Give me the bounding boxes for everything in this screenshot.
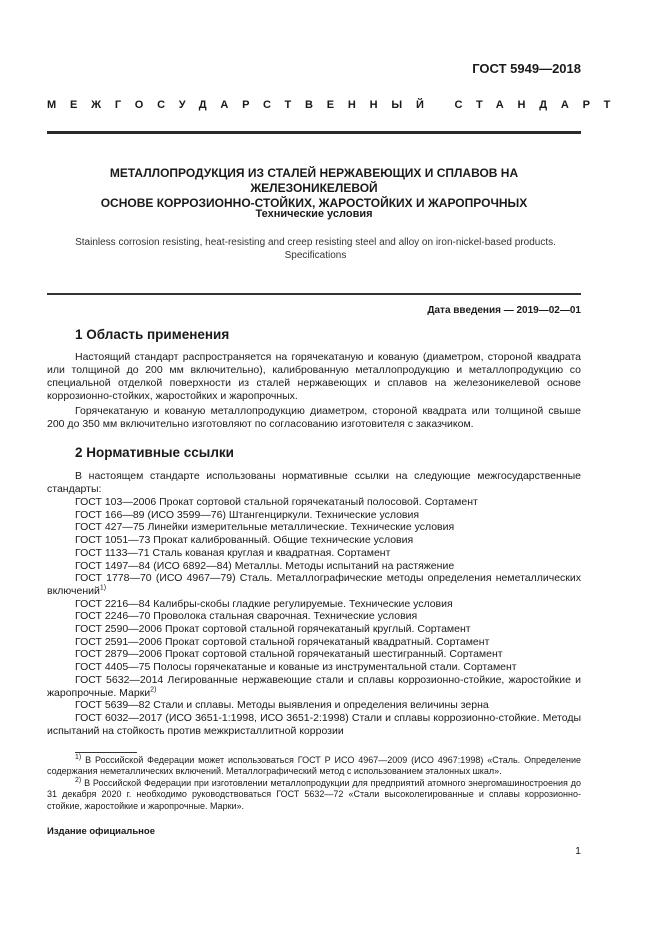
- reference-item: ГОСТ 103—2006 Прокат сортовой стальной горячекатаный полосовой. Сортамент: [75, 496, 478, 508]
- section-1-heading: 1 Область применения: [75, 327, 230, 342]
- section-1-paragraph-2: Горячекатаную и кованую металлопродукцию диаметром, стороной квадрата или толщиной свыше 200 до 350 мм включительно изготовляют по согласованию изготовителя с заказчиком.: [47, 405, 581, 430]
- reference-text: ГОСТ 5632—2014 Легированные нержавеющие стали и сплавы коррозионно-стойкие, жаростойкие и жаропрочные. Марки: [47, 673, 581, 699]
- section-2-heading: 2 Нормативные ссылки: [75, 445, 234, 460]
- footnote-text: В Российской Федерации при изготовлении металлопродукции для предприятий атомного энергомашиностроения до 31 декабря 2020 г. необходимо руководствоваться ГОСТ 5632—72 «Стали высоколегированные и сплавы коррозионно-стойкие, жаростойкие и жаропрочные. Марки».: [47, 777, 581, 811]
- reference-item: ГОСТ 427—75 Линейки измерительные металлические. Технические условия: [75, 521, 455, 534]
- section-1-paragraph-1: Настоящий стандарт распространяется на горячекатаную и кованую (диаметром, стороной квадрата или толщиной до 200 мм включительно), калиброванную металлопродукцию и металлопродукцию со специальной отделкой поверхности из сталей нержавеющих и сплавов на железоникелевой основе коррозионно-стойких, жаростойких и жаропрочных.: [47, 351, 581, 402]
- footnotes: [47, 755, 581, 812]
- footnote-mark: 2): [75, 776, 82, 784]
- footnote: [47, 755, 581, 778]
- reference-text: ГОСТ 1778—70 (ИСО 4967—79) Сталь. Металлографические методы определения неметаллических включений: [47, 572, 581, 597]
- footnote-marker: 1): [99, 584, 107, 592]
- footnote: [47, 778, 581, 812]
- reference-item: ГОСТ 2216—84 Калибры-скобы гладкие регулируемые. Технические условия: [75, 597, 453, 610]
- footnote-marker: 2): [150, 686, 157, 694]
- standard-code: ГОСТ 5949—2018: [472, 61, 581, 76]
- references-list: [47, 496, 581, 737]
- footnote-text: В Российской Федерации может использоваться ГОСТ Р ИСО 4967—2009 (ИСО 4967:1998) «Сталь. Определение содержания неметаллических включений. Металлографический метод с использованием эталонных шкал».: [47, 755, 581, 777]
- reference-item: [47, 674, 581, 699]
- reference-item: ГОСТ 2246—70 Проволока стальная сварочная. Технические условия: [75, 610, 418, 623]
- official-edition-label: Издание официальное: [47, 826, 155, 837]
- reference-item: ГОСТ 2879—2006 Прокат сортовой стальной горячекатаный шестигранный. Сортамент: [75, 648, 503, 661]
- document-title: [47, 166, 581, 211]
- section-2-intro: В настоящем стандарте использованы нормативные ссылки на следующие межгосударственные стандарты:: [47, 470, 581, 495]
- reference-item: ГОСТ 5639—82 Стали и сплавы. Методы выявления и определения величины зерна: [75, 699, 489, 712]
- footnote-mark: 1): [75, 754, 82, 761]
- reference-item: [47, 572, 581, 597]
- reference-item: ГОСТ 4405—75 Полосы горячекатаные и кованые из инструментальной стали. Сортамент: [75, 661, 517, 674]
- title-line-1: МЕТАЛЛОПРОДУКЦИЯ ИЗ СТАЛЕЙ НЕРЖАВЕЮЩИХ И СПЛАВОВ НА ЖЕЛЕЗОНИКЕЛЕВОЙ: [109, 166, 519, 195]
- introduction-date: Дата введения — 2019—02—01: [427, 305, 581, 316]
- reference-item: ГОСТ 1497—84 (ИСО 6892—84) Металлы. Методы испытаний на растяжение: [75, 559, 455, 572]
- english-title: Stainless corrosion resisting, heat-resisting and creep resisting steel and alloy on iron-nickel-based products. Specifications: [75, 237, 556, 261]
- reference-item: ГОСТ 1133—71 Сталь кованая круглая и квадратная. Сортамент: [75, 546, 391, 559]
- reference-item: ГОСТ 2590—2006 Прокат сортовой стальной горячекатаный круглый. Сортамент: [75, 623, 471, 636]
- page-number: 1: [575, 845, 581, 857]
- reference-item: ГОСТ 166—89 (ИСО 3599—76) Штангенциркули. Технические условия: [75, 508, 420, 521]
- document-subtitle: Технические условия: [255, 208, 373, 220]
- title-rule: [47, 293, 581, 295]
- header-rule: [47, 131, 581, 134]
- title-line-2: ОСНОВЕ КОРРОЗИОННО-СТОЙКИХ, ЖАРОСТОЙКИХ И ЖАРОПРОЧНЫХ: [100, 196, 528, 210]
- standard-banner: МЕЖГОСУДАРСТВЕННЫЙ СТАНДАРТ: [47, 99, 625, 111]
- reference-item: ГОСТ 2591—2006 Прокат сортовой стальной горячекатаный квадратный. Сортамент: [75, 635, 490, 648]
- reference-item: ГОСТ 6032—2017 (ИСО 3651-1:1998, ИСО 3651-2:1998) Стали и сплавы коррозионно-стойкие. Методы испытаний на стойкость против межкристаллитной коррозии: [47, 711, 581, 737]
- reference-item: ГОСТ 1051—73 Прокат калиброванный. Общие технические условия: [75, 534, 414, 547]
- footnote-separator: [75, 752, 137, 753]
